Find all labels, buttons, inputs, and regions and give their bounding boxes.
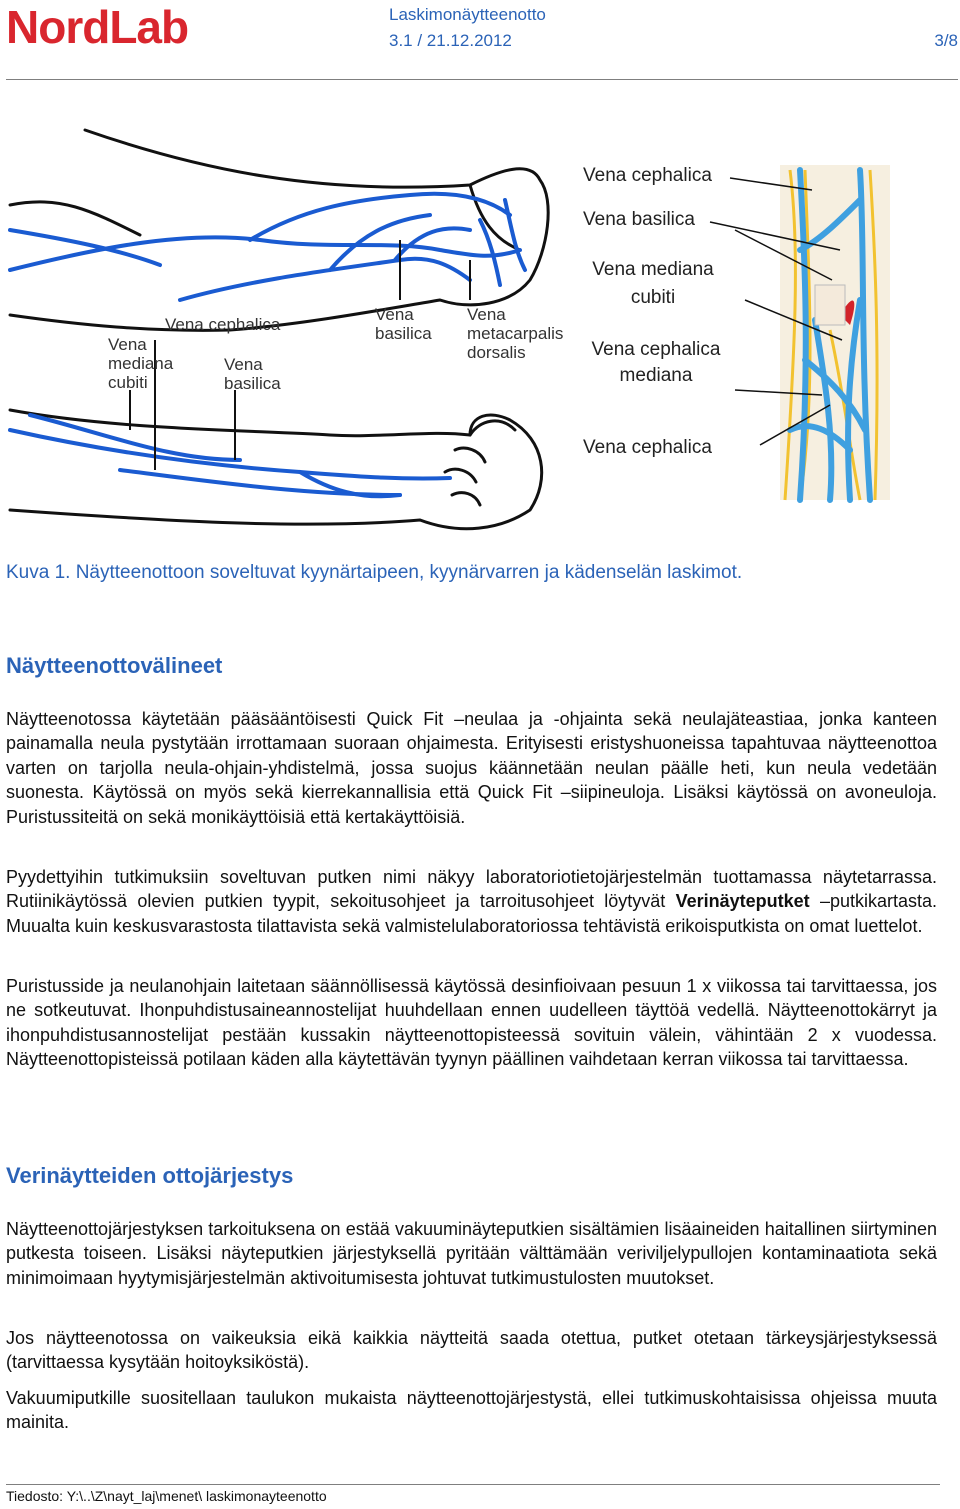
label-vena-mediana-cubiti-arm: Vena mediana cubiti <box>108 335 174 392</box>
label-vena-metacarpalis-dorsalis: Vena metacarpalis dorsalis <box>467 305 564 362</box>
label-vena-basilica-lower: Vena basilica <box>224 355 281 393</box>
paragraph-needles-2: Pyydettyihin tutkimuksiin soveltuvan putken nimi näkyy laboratoriotietojärjestelmän tuottamassa näytetarrassa. Rutiinikäytössä olevien putkien tyypit, sekoitusohjeet ja tarroitusohjeet löytyvät Verinäyteputket –putkikartasta. Muualta kuin keskusvarastosta tilattavista sekä valmistelulaboratoriossa tehtävistä erikoisputkista on omat luettelot. <box>6 867 938 936</box>
vein-figure <box>0 100 960 550</box>
page-header <box>0 0 960 82</box>
section-heading-order: Verinäytteiden ottojärjestys <box>6 1163 294 1188</box>
label-right-vena-cephalica: Vena cephalica <box>583 165 712 186</box>
label-right-vena-mediana-cubiti: Vena mediana cubiti <box>592 259 714 308</box>
paragraph-order-3: Vakuumiputkille suositellaan taulukon mukaista näytteenottojärjestystä, ellei tutkimuskohtaisissa ohjeissa muuta mainita. <box>6 1388 937 1433</box>
paragraph-order-1: Näytteenottojärjestyksen tarkoituksena on estää vakuuminäyteputkien sisältämien lisäaineiden haitallinen siirtyminen putkesta toiseen. Lisäksi näyteputkien järjestyksellä pyritään välttämään veriviljelypullojen kontaminaatiota sekä minimoimaan hyytymisjärjestelmän aktivoitumisesta johtuvat tutkimustulosten muutokset. <box>6 1219 937 1288</box>
bold-verinayteputket: Verinäyteputket <box>675 891 810 912</box>
label-vena-basilica-upper: Vena basilica <box>375 305 432 343</box>
paragraph-order-2: Jos näytteenotossa on vaikeuksia eikä kaikkia näytteitä saada otettua, putket otetaan tärkeysjärjestyksessä (tarvittaessa kysytään hoitoyksiköstä). <box>6 1328 937 1373</box>
document-version: 3.1 / 21.12.2012 <box>389 31 512 50</box>
footer-divider <box>6 1484 940 1485</box>
figure-caption: Kuva 1. Näytteenottoon soveltuvat kyynärtaipeen, kyynärvarren ja kädenselän laskimot. <box>6 562 743 583</box>
section-heading-needles: Näytteenottovälineet <box>6 653 223 678</box>
nordlab-logo: NordLab <box>6 1 189 53</box>
page-number: 3/8 <box>934 31 958 50</box>
arm-lower-veins <box>10 415 450 496</box>
label-right-vena-basilica: Vena basilica <box>583 209 695 230</box>
label-right-vena-cephalica-lower: Vena cephalica <box>583 437 712 458</box>
paragraph-needles-1: Näytteenotossa käytetään pääsääntöisesti Quick Fit –neulaa ja -ohjainta sekä neulajäteastiaa, jonka kanteen painamalla neula pystytään irrottamaan suoraan ohjaimesta. Erityisesti eristyshuoneissa tapahtuvaa näytteenottoa varten on tarjolla neula-ohjain-yhdistelmä, jossa suojus käännetään neulan päälle heti, kun neula vedetään suonesta. Käytössä on myös sekä kierrekannallisia että Quick Fit –siipineuloja. Lisäksi käytössä on avoneuloja. Puristussiteitä on sekä monikäyttöisiä että kertakäyttöisiä. <box>6 709 937 827</box>
footer-file-path: Tiedosto: Y:\..\Z\nayt_laj\menet\ laskimonayteenotto <box>6 1488 327 1504</box>
label-right-vena-cephalica-mediana: Vena cephalica mediana <box>591 339 721 386</box>
label-vena-cephalica-arm: Vena cephalica <box>165 315 281 334</box>
header-divider <box>6 79 958 80</box>
document-title: Laskimonäytteenotto <box>389 5 546 24</box>
paragraph-needles-3: Puristusside ja neulanohjain laitetaan säännöllisessä käytössä desinfioivaan pesuun 1 x viikossa tai tarvittaessa, jos ne sotkeutuvat. Ihonpuhdistusaineannostelijat huuhdellaan ennen uudelleen täyttöä vedellä. Näytteenottokärryt ja ihonpuhdistusannostelijat pestään kussakin näytteenottopisteessä sovituin välein, vähintään 2 x vuodessa. Näytteenottopisteissä potilaan käden alla käytettävän tyynyn päällinen vaihdetaan kerran viikossa tai tarvittaessa. <box>6 976 937 1070</box>
forearm-closeup <box>780 165 890 500</box>
